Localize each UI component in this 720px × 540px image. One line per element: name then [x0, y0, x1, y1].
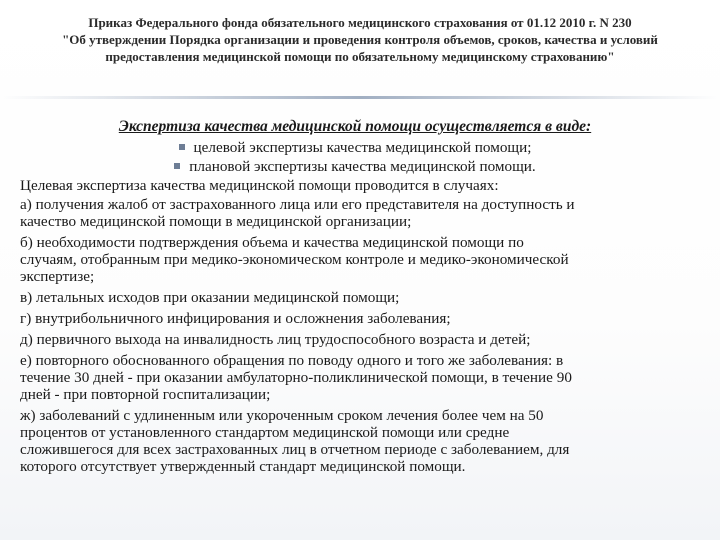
document-header: [30, 14, 690, 65]
case-item-e: [20, 352, 690, 403]
case-line: случаям, отобранным при медико-экономическом контроле и медико-экономической: [20, 251, 569, 268]
case-line: ж) заболеваний с удлиненным или укороченным сроком лечения более чем на 50: [20, 407, 544, 424]
square-bullet-icon: [174, 163, 180, 169]
bullet-text: целевой экспертизы качества медицинской помощи;: [193, 139, 532, 156]
square-bullet-icon: [179, 144, 185, 150]
case-line: процентов от установленного стандартом медицинской помощи или средне: [20, 424, 510, 441]
case-line: д) первичного выхода на инвалидность лиц трудоспособного возраста и детей;: [20, 331, 531, 348]
section-heading: Экспертиза качества медицинской помощи осуществляется в виде:: [118, 118, 592, 135]
case-line: качество медицинской помощи в медицинской организации;: [20, 213, 412, 230]
case-line: течение 30 дней - при оказании амбулаторно-поликлинической помощи, в течение 90: [20, 369, 572, 386]
case-line: дней - при повторной госпитализации;: [20, 386, 271, 403]
case-item-d: [20, 331, 690, 348]
case-line: а) получения жалоб от застрахованного лица или его представителя на доступность и: [20, 196, 575, 213]
bullet-text: плановой экспертизы качества медицинской помощи.: [189, 158, 536, 175]
case-line: сложившегося для всех застрахованных лиц в отчетном периоде с заболеванием, для: [20, 441, 570, 458]
case-line: г) внутрибольничного инфицирования и осложнения заболевания;: [20, 310, 451, 327]
cases-intro: Целевая экспертиза качества медицинской помощи проводится в случаях:: [20, 177, 499, 194]
case-line: в) летальных исходов при оказании медицинской помощи;: [20, 289, 400, 306]
case-item-a: [20, 196, 690, 230]
bullet-item: [20, 138, 690, 157]
header-divider: [0, 96, 720, 99]
main-content: [20, 117, 690, 479]
case-item-v: [20, 289, 690, 306]
case-item-zh: [20, 407, 690, 475]
header-line: Приказ Федерального фонда обязательного медицинского страхования от 01.12 2010 г. N 230: [88, 15, 632, 30]
case-line: е) повторного обоснованного обращения по поводу одного и того же заболевания: в: [20, 352, 564, 369]
case-item-b: [20, 234, 690, 285]
header-line: предоставления медицинской помощи по обязательному медицинскому страхованию": [105, 49, 615, 64]
case-line: экспертизе;: [20, 268, 95, 285]
case-item-g: [20, 310, 690, 327]
case-line: б) необходимости подтверждения объема и качества медицинской помощи по: [20, 234, 524, 251]
bullet-item: [20, 157, 690, 176]
case-line: которого отсутствует утвержденный стандарт медицинской помощи.: [20, 458, 466, 475]
header-line: "Об утверждении Порядка организации и проведения контроля объемов, сроков, качества и условий: [62, 32, 658, 47]
